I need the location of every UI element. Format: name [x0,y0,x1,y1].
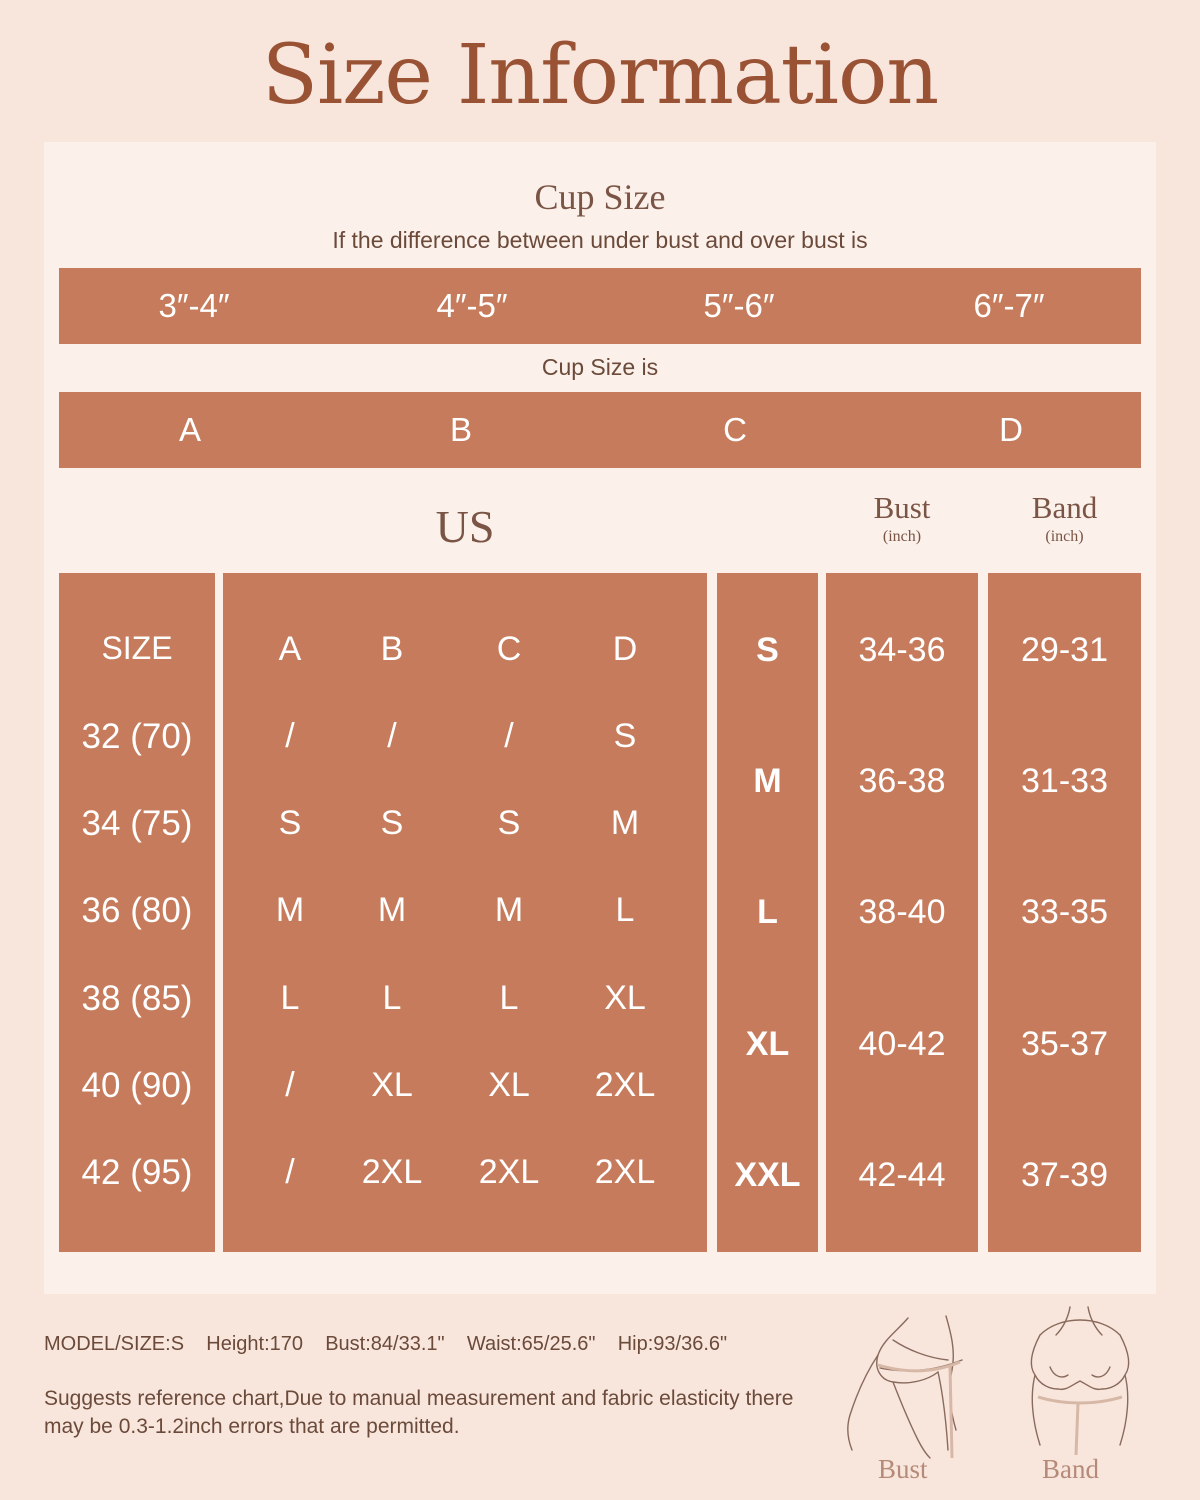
bust-unit: (inch) [882,528,922,545]
band-range: 29-31 [1021,631,1108,669]
letter-size: M [753,762,782,800]
cup-size-is-label: Cup Size is [541,354,659,380]
cup-letter: B [449,411,472,448]
table-cell: 2XL [361,1153,423,1191]
table-cell: L [615,891,635,929]
model-info: MODEL/SIZE:S Height:170 Bust:84/33.1" Waist:65/25.6" Hip:93/36.6" [44,1333,728,1355]
band-size-label: 32 (70) [81,717,193,756]
difference-value: 5″-6″ [703,287,775,324]
cup-letter-bar [59,392,1141,468]
band-range: 37-39 [1021,1156,1108,1194]
cup-letter: A [178,411,201,448]
band-figure-label: Band [1042,1454,1099,1484]
cup-header: D [612,630,638,668]
difference-value: 3″-4″ [158,287,230,324]
size-header: SIZE [101,630,173,666]
table-cell: / [285,1066,295,1104]
page-title: Size Information [261,28,939,123]
cup-size-title: Cup Size [534,177,666,217]
cup-header: C [496,630,522,668]
bust-range: 42-44 [858,1156,946,1194]
table-cell: S [497,804,521,842]
cup-size-subtitle: If the difference between under bust and over bust is [332,227,868,253]
table-cell: S [380,804,404,842]
bust-range: 34-36 [858,631,946,669]
table-cell: 2XL [594,1066,656,1104]
band-column-header [988,490,1141,546]
measurement-note: Suggests reference chart,Due to manual measurement and fabric elasticity there may be 0.3-1.2inch errors that are permitted. [44,1387,794,1438]
cup-header: A [278,630,302,668]
band-range: 33-35 [1021,893,1108,931]
table-cell: L [499,979,519,1017]
table-cell: XL [604,979,646,1017]
table-cell: S [278,804,302,842]
band-size-label: 38 (85) [81,979,193,1018]
table-cell: / [285,1153,295,1191]
band-header: Band [1031,490,1098,525]
band-range: 35-37 [1021,1025,1108,1063]
table-cell: / [387,717,397,755]
table-cell: XL [488,1066,530,1104]
band-size-label: 42 (95) [81,1153,193,1192]
cup-letter: D [999,411,1023,448]
bust-column-header [826,490,978,546]
us-heading: US [435,501,495,552]
cup-header: B [380,630,404,668]
table-cell: XL [371,1066,413,1104]
band-size-label: 36 (80) [81,891,193,930]
table-cell: M [377,891,407,929]
bust-measurement-figure-icon [838,1310,978,1460]
letter-size: XL [745,1025,790,1063]
bust-range: 38-40 [858,893,946,931]
table-cell: S [613,717,637,755]
table-cell: / [285,717,295,755]
band-range: 31-33 [1021,762,1108,800]
difference-bar [59,268,1141,344]
band-size-label: 40 (90) [81,1066,193,1105]
table-cell: M [610,804,640,842]
bust-header: Bust [873,490,931,525]
bust-range: 40-42 [858,1025,946,1063]
bust-range: 36-38 [858,762,946,800]
band-measurement-figure-icon [1010,1305,1150,1460]
band-size-label: 34 (75) [81,804,193,843]
table-cell: L [382,979,402,1017]
table-cell: 2XL [594,1153,656,1191]
letter-size: S [756,631,779,669]
letter-size: XXL [734,1156,801,1194]
table-cell: 2XL [478,1153,540,1191]
table-cell: L [280,979,300,1017]
table-cell: M [275,891,305,929]
cup-letter: C [723,411,747,448]
table-cell: M [494,891,524,929]
difference-value: 4″-5″ [436,287,508,324]
difference-value: 6″-7″ [973,287,1045,324]
bust-figure-label: Bust [878,1454,928,1484]
table-cell: / [504,717,514,755]
letter-size: L [757,893,778,931]
band-unit: (inch) [1045,528,1084,545]
